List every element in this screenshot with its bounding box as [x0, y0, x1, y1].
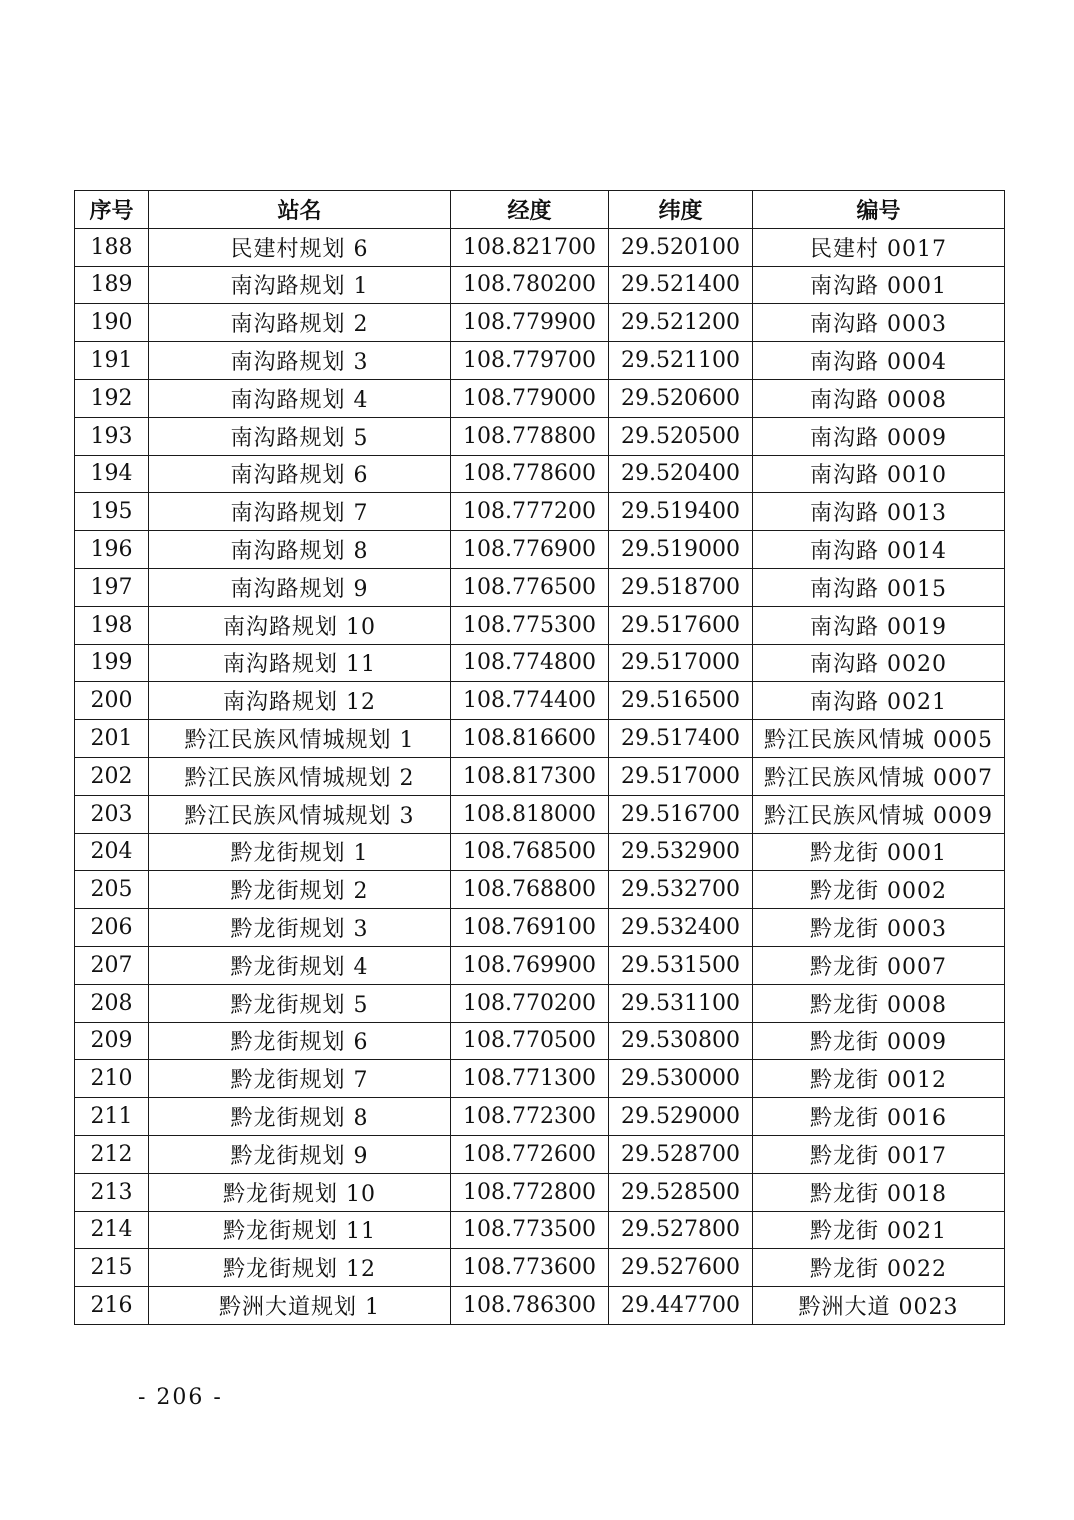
cell-index: 213 [75, 1173, 149, 1211]
cell-station-name: 黔龙街规划 2 [149, 871, 451, 909]
cell-code: 南沟路 0013 [753, 493, 1005, 531]
table-row [75, 568, 1005, 606]
cell-station-name: 黔江民族风情城规划 3 [149, 795, 451, 833]
cell-station-name: 黔龙街规划 3 [149, 909, 451, 947]
cell-latitude: 29.530800 [609, 1022, 753, 1060]
table-row [75, 795, 1005, 833]
cell-code: 南沟路 0003 [753, 304, 1005, 342]
cell-latitude: 29.517400 [609, 720, 753, 758]
table-row [75, 342, 1005, 380]
table-row [75, 1022, 1005, 1060]
table-row [75, 455, 1005, 493]
cell-station-name: 黔龙街规划 6 [149, 1022, 451, 1060]
cell-longitude: 108.778800 [451, 417, 609, 455]
table-row [75, 228, 1005, 266]
cell-index: 207 [75, 946, 149, 984]
cell-station-name: 黔龙街规划 10 [149, 1173, 451, 1211]
cell-code: 民建村 0017 [753, 228, 1005, 266]
cell-station-name: 黔龙街规划 8 [149, 1098, 451, 1136]
table-row [75, 946, 1005, 984]
cell-latitude: 29.528500 [609, 1173, 753, 1211]
cell-station-name: 黔龙街规划 5 [149, 984, 451, 1022]
cell-latitude: 29.517000 [609, 644, 753, 682]
cell-longitude: 108.772600 [451, 1135, 609, 1173]
table-row [75, 1098, 1005, 1136]
cell-longitude: 108.768800 [451, 871, 609, 909]
cell-code: 黔龙街 0009 [753, 1022, 1005, 1060]
table-row [75, 757, 1005, 795]
cell-code: 南沟路 0014 [753, 531, 1005, 569]
cell-latitude: 29.528700 [609, 1135, 753, 1173]
cell-latitude: 29.520600 [609, 379, 753, 417]
cell-latitude: 29.520100 [609, 228, 753, 266]
cell-station-name: 黔龙街规划 1 [149, 833, 451, 871]
cell-code: 黔龙街 0021 [753, 1211, 1005, 1249]
cell-index: 193 [75, 417, 149, 455]
cell-longitude: 108.773500 [451, 1211, 609, 1249]
cell-code: 南沟路 0010 [753, 455, 1005, 493]
table-header-row [75, 191, 1005, 229]
cell-latitude: 29.519400 [609, 493, 753, 531]
cell-index: 206 [75, 909, 149, 947]
cell-code: 南沟路 0008 [753, 379, 1005, 417]
cell-latitude: 29.520400 [609, 455, 753, 493]
cell-longitude: 108.771300 [451, 1060, 609, 1098]
cell-index: 215 [75, 1249, 149, 1287]
cell-code: 南沟路 0001 [753, 266, 1005, 304]
cell-index: 198 [75, 606, 149, 644]
cell-index: 197 [75, 568, 149, 606]
cell-index: 189 [75, 266, 149, 304]
cell-code: 黔龙街 0002 [753, 871, 1005, 909]
cell-index: 210 [75, 1060, 149, 1098]
table-row [75, 1249, 1005, 1287]
cell-code: 黔龙街 0016 [753, 1098, 1005, 1136]
cell-index: 214 [75, 1211, 149, 1249]
cell-code: 黔龙街 0018 [753, 1173, 1005, 1211]
cell-code: 南沟路 0019 [753, 606, 1005, 644]
table-row [75, 909, 1005, 947]
cell-longitude: 108.774800 [451, 644, 609, 682]
cell-code: 黔洲大道 0023 [753, 1287, 1005, 1325]
table-row [75, 1060, 1005, 1098]
cell-latitude: 29.519000 [609, 531, 753, 569]
cell-station-name: 南沟路规划 4 [149, 379, 451, 417]
cell-latitude: 29.517600 [609, 606, 753, 644]
cell-index: 212 [75, 1135, 149, 1173]
header-longitude: 经度 [451, 191, 609, 229]
cell-longitude: 108.775300 [451, 606, 609, 644]
cell-latitude: 29.516700 [609, 795, 753, 833]
cell-index: 209 [75, 1022, 149, 1060]
cell-station-name: 黔龙街规划 11 [149, 1211, 451, 1249]
cell-latitude: 29.531100 [609, 984, 753, 1022]
cell-station-name: 黔龙街规划 12 [149, 1249, 451, 1287]
table-row [75, 1211, 1005, 1249]
cell-latitude: 29.530000 [609, 1060, 753, 1098]
cell-index: 200 [75, 682, 149, 720]
cell-longitude: 108.786300 [451, 1287, 609, 1325]
table-row [75, 417, 1005, 455]
cell-code: 黔龙街 0003 [753, 909, 1005, 947]
cell-longitude: 108.772800 [451, 1173, 609, 1211]
page-number: - 206 - [138, 1385, 223, 1410]
station-table [74, 190, 1005, 1325]
cell-longitude: 108.774400 [451, 682, 609, 720]
header-index: 序号 [75, 191, 149, 229]
cell-longitude: 108.817300 [451, 757, 609, 795]
cell-longitude: 108.769100 [451, 909, 609, 947]
cell-latitude: 29.521400 [609, 266, 753, 304]
cell-longitude: 108.779700 [451, 342, 609, 380]
cell-longitude: 108.772300 [451, 1098, 609, 1136]
cell-latitude: 29.527600 [609, 1249, 753, 1287]
cell-code: 南沟路 0021 [753, 682, 1005, 720]
cell-code: 黔龙街 0008 [753, 984, 1005, 1022]
table-row [75, 871, 1005, 909]
table-row [75, 682, 1005, 720]
cell-station-name: 南沟路规划 12 [149, 682, 451, 720]
table-row [75, 606, 1005, 644]
table-row [75, 1135, 1005, 1173]
cell-latitude: 29.521200 [609, 304, 753, 342]
cell-index: 194 [75, 455, 149, 493]
cell-latitude: 29.520500 [609, 417, 753, 455]
cell-station-name: 黔江民族风情城规划 1 [149, 720, 451, 758]
cell-longitude: 108.773600 [451, 1249, 609, 1287]
cell-longitude: 108.779000 [451, 379, 609, 417]
cell-longitude: 108.770200 [451, 984, 609, 1022]
table-row [75, 644, 1005, 682]
cell-longitude: 108.818000 [451, 795, 609, 833]
cell-latitude: 29.532400 [609, 909, 753, 947]
table-row [75, 1173, 1005, 1211]
table-row [75, 531, 1005, 569]
table-row [75, 304, 1005, 342]
cell-longitude: 108.779900 [451, 304, 609, 342]
cell-longitude: 108.780200 [451, 266, 609, 304]
cell-latitude: 29.527800 [609, 1211, 753, 1249]
header-code: 编号 [753, 191, 1005, 229]
cell-index: 199 [75, 644, 149, 682]
cell-index: 192 [75, 379, 149, 417]
cell-index: 196 [75, 531, 149, 569]
table-row [75, 493, 1005, 531]
cell-index: 188 [75, 228, 149, 266]
table-row [75, 984, 1005, 1022]
cell-code: 黔江民族风情城 0009 [753, 795, 1005, 833]
cell-station-name: 南沟路规划 7 [149, 493, 451, 531]
cell-code: 南沟路 0004 [753, 342, 1005, 380]
table-row [75, 833, 1005, 871]
cell-index: 201 [75, 720, 149, 758]
cell-longitude: 108.769900 [451, 946, 609, 984]
cell-latitude: 29.532900 [609, 833, 753, 871]
table-row [75, 266, 1005, 304]
cell-station-name: 南沟路规划 3 [149, 342, 451, 380]
cell-station-name: 南沟路规划 2 [149, 304, 451, 342]
cell-index: 190 [75, 304, 149, 342]
cell-latitude: 29.529000 [609, 1098, 753, 1136]
cell-latitude: 29.516500 [609, 682, 753, 720]
cell-station-name: 南沟路规划 1 [149, 266, 451, 304]
cell-longitude: 108.768500 [451, 833, 609, 871]
cell-station-name: 南沟路规划 8 [149, 531, 451, 569]
cell-code: 黔江民族风情城 0005 [753, 720, 1005, 758]
cell-station-name: 南沟路规划 5 [149, 417, 451, 455]
cell-longitude: 108.776900 [451, 531, 609, 569]
cell-code: 黔江民族风情城 0007 [753, 757, 1005, 795]
cell-station-name: 南沟路规划 6 [149, 455, 451, 493]
cell-latitude: 29.531500 [609, 946, 753, 984]
cell-longitude: 108.778600 [451, 455, 609, 493]
cell-station-name: 南沟路规划 9 [149, 568, 451, 606]
cell-code: 黔龙街 0017 [753, 1135, 1005, 1173]
cell-index: 205 [75, 871, 149, 909]
cell-code: 黔龙街 0007 [753, 946, 1005, 984]
cell-station-name: 黔龙街规划 9 [149, 1135, 451, 1173]
cell-latitude: 29.447700 [609, 1287, 753, 1325]
cell-index: 208 [75, 984, 149, 1022]
cell-longitude: 108.777200 [451, 493, 609, 531]
cell-station-name: 黔洲大道规划 1 [149, 1287, 451, 1325]
cell-longitude: 108.776500 [451, 568, 609, 606]
cell-index: 195 [75, 493, 149, 531]
cell-longitude: 108.821700 [451, 228, 609, 266]
header-latitude: 纬度 [609, 191, 753, 229]
cell-station-name: 黔江民族风情城规划 2 [149, 757, 451, 795]
cell-index: 216 [75, 1287, 149, 1325]
cell-longitude: 108.816600 [451, 720, 609, 758]
cell-station-name: 黔龙街规划 4 [149, 946, 451, 984]
header-station-name: 站名 [149, 191, 451, 229]
cell-latitude: 29.517000 [609, 757, 753, 795]
cell-code: 黔龙街 0022 [753, 1249, 1005, 1287]
table-body [75, 228, 1005, 1324]
cell-latitude: 29.532700 [609, 871, 753, 909]
table-row [75, 379, 1005, 417]
cell-code: 黔龙街 0012 [753, 1060, 1005, 1098]
cell-index: 204 [75, 833, 149, 871]
cell-index: 202 [75, 757, 149, 795]
cell-index: 191 [75, 342, 149, 380]
cell-latitude: 29.518700 [609, 568, 753, 606]
cell-code: 南沟路 0020 [753, 644, 1005, 682]
cell-station-name: 民建村规划 6 [149, 228, 451, 266]
cell-code: 南沟路 0015 [753, 568, 1005, 606]
cell-index: 203 [75, 795, 149, 833]
cell-station-name: 南沟路规划 10 [149, 606, 451, 644]
cell-longitude: 108.770500 [451, 1022, 609, 1060]
table-row [75, 1287, 1005, 1325]
cell-code: 南沟路 0009 [753, 417, 1005, 455]
cell-index: 211 [75, 1098, 149, 1136]
table-row [75, 720, 1005, 758]
cell-station-name: 黔龙街规划 7 [149, 1060, 451, 1098]
cell-code: 黔龙街 0001 [753, 833, 1005, 871]
cell-latitude: 29.521100 [609, 342, 753, 380]
cell-station-name: 南沟路规划 11 [149, 644, 451, 682]
